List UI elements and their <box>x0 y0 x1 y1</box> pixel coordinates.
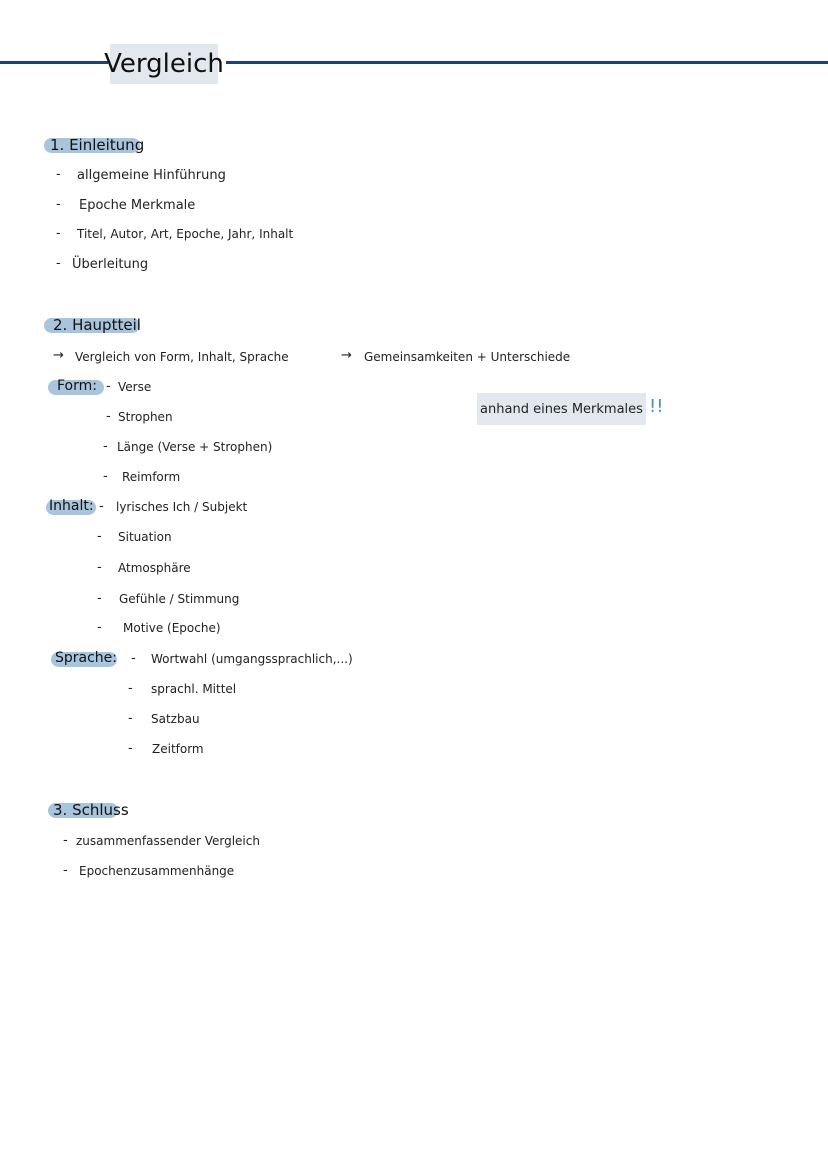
dash-marker: - <box>56 197 61 212</box>
einleitung-item: Überleitung <box>72 257 149 272</box>
dash-marker: - <box>131 651 136 666</box>
sprache-item: Wortwahl (umgangssprachlich,...) <box>151 652 353 666</box>
dash-marker: - <box>97 560 102 575</box>
dash-marker: - <box>128 711 133 726</box>
schluss-item: Epochenzusammenhänge <box>79 864 235 878</box>
header-rule-left <box>0 61 108 64</box>
sprache-item: Satzbau <box>151 712 200 726</box>
schluss-heading: 3. Schluss <box>53 801 129 819</box>
dash-marker: - <box>99 499 104 514</box>
einleitung-item: Epoche Merkmale <box>79 198 196 213</box>
dash-marker: - <box>128 741 133 756</box>
inhalt-item: lyrisches Ich / Subjekt <box>116 500 248 514</box>
arrow-icon: → <box>341 348 352 363</box>
dash-marker: - <box>106 409 111 424</box>
dash-marker: - <box>103 469 108 484</box>
form-label: Form: <box>57 378 97 394</box>
inhalt-item: Atmosphäre <box>118 561 191 575</box>
inhalt-item: Motive (Epoche) <box>123 621 221 635</box>
hauptteil-arrow-left: Vergleich von Form, Inhalt, Sprache <box>75 350 289 364</box>
form-item: Strophen <box>118 410 173 424</box>
inhalt-item: Gefühle / Stimmung <box>119 592 240 606</box>
dash-marker: - <box>97 620 102 635</box>
dash-marker: - <box>56 167 61 182</box>
dash-marker: - <box>63 833 68 848</box>
arrow-icon: → <box>53 348 64 363</box>
dash-marker: - <box>103 439 108 454</box>
header-rule-right <box>226 61 828 64</box>
einleitung-heading: 1. Einleitung <box>50 136 145 154</box>
dash-marker: - <box>106 379 111 394</box>
sprache-item: sprachl. Mittel <box>151 682 237 696</box>
note-text: anhand eines Merkmales <box>480 401 643 417</box>
form-item: Reimform <box>122 470 181 484</box>
exclamation-icon: !! <box>649 396 664 417</box>
form-item: Verse <box>118 380 152 394</box>
einleitung-item: Titel, Autor, Art, Epoche, Jahr, Inhalt <box>77 227 294 241</box>
page-title <box>104 44 224 84</box>
page-title-text: Vergleich <box>104 49 224 79</box>
hauptteil-arrow-right: Gemeinsamkeiten + Unterschiede <box>364 350 571 364</box>
dash-marker: - <box>128 681 133 696</box>
schluss-item: zusammenfassender Vergleich <box>76 834 260 848</box>
inhalt-item: Situation <box>118 530 172 544</box>
dash-marker: - <box>97 529 102 544</box>
note-box <box>477 393 646 425</box>
inhalt-label: Inhalt: <box>49 498 94 514</box>
sprache-label: Sprache: <box>55 650 118 666</box>
dash-marker: - <box>56 256 61 271</box>
sprache-item: Zeitform <box>152 742 204 756</box>
dash-marker: - <box>63 863 68 878</box>
dash-marker: - <box>56 226 61 241</box>
hauptteil-heading: 2. Hauptteil <box>53 316 141 334</box>
einleitung-item: allgemeine Hinführung <box>77 168 226 183</box>
dash-marker: - <box>97 591 102 606</box>
form-item: Länge (Verse + Strophen) <box>117 440 273 454</box>
